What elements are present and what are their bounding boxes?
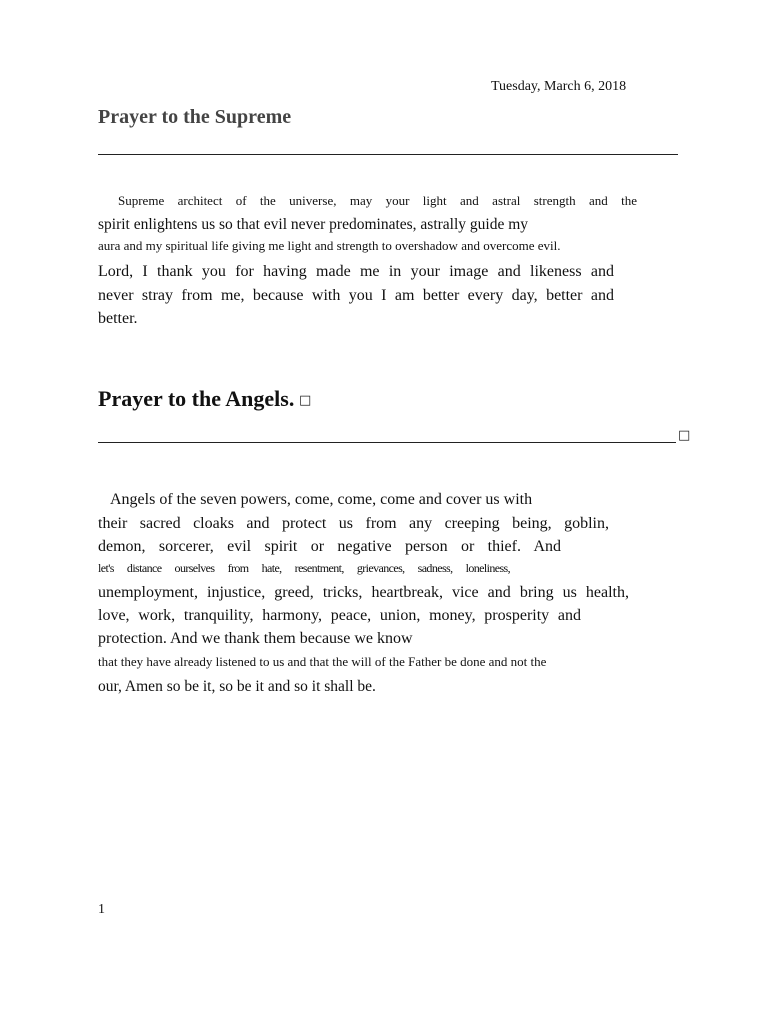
body-line: better. xyxy=(98,310,138,327)
body-line: unemployment, injustice, greed, tricks, heartbreak, vice and bring us health, xyxy=(98,584,629,601)
page-number: 1 xyxy=(98,902,105,917)
body-line: Lord, I thank you for having made me in your image and likeness and xyxy=(98,263,614,280)
body-line: our, Amen so be it, so be it and so it shall be. xyxy=(98,678,376,695)
body-line: demon, sorcerer, evil spirit or negative person or thief. And xyxy=(98,538,561,555)
body-line: aura and my spiritual life giving me light and strength to overshadow and overcome evil. xyxy=(98,238,561,253)
body-line: Supreme architect of the universe, may your light and astral strength and the xyxy=(118,193,637,208)
body-line: love, work, tranquility, harmony, peace, union, money, prosperity and xyxy=(98,607,581,624)
title-underline-2 xyxy=(98,442,676,443)
title-underline-1 xyxy=(98,154,678,155)
section-title-angels: Prayer to the Angels. xyxy=(98,386,295,411)
body-line: protection. And we thank them because we know xyxy=(98,630,413,647)
body-line: spirit enlightens us so that evil never predominates, astrally guide my xyxy=(98,216,529,233)
document-date: Tuesday, March 6, 2018 xyxy=(491,79,627,94)
placeholder-glyph: □ xyxy=(299,393,312,408)
body-line: Angels of the seven powers, come, come, come and cover us with xyxy=(110,491,533,508)
body-line: their sacred cloaks and protect us from any creeping being, goblin, xyxy=(98,515,609,532)
section-title-supreme: Prayer to the Supreme xyxy=(98,106,292,128)
body-line: let's distance ourselves from hate, resentment, grievances, sadness, loneliness, xyxy=(98,561,510,575)
body-line: never stray from me, because with you I am better every day, better and xyxy=(98,287,614,304)
body-line: that they have already listened to us and that the will of the Father be done and not the xyxy=(98,654,547,669)
placeholder-glyph: □ xyxy=(678,428,691,443)
